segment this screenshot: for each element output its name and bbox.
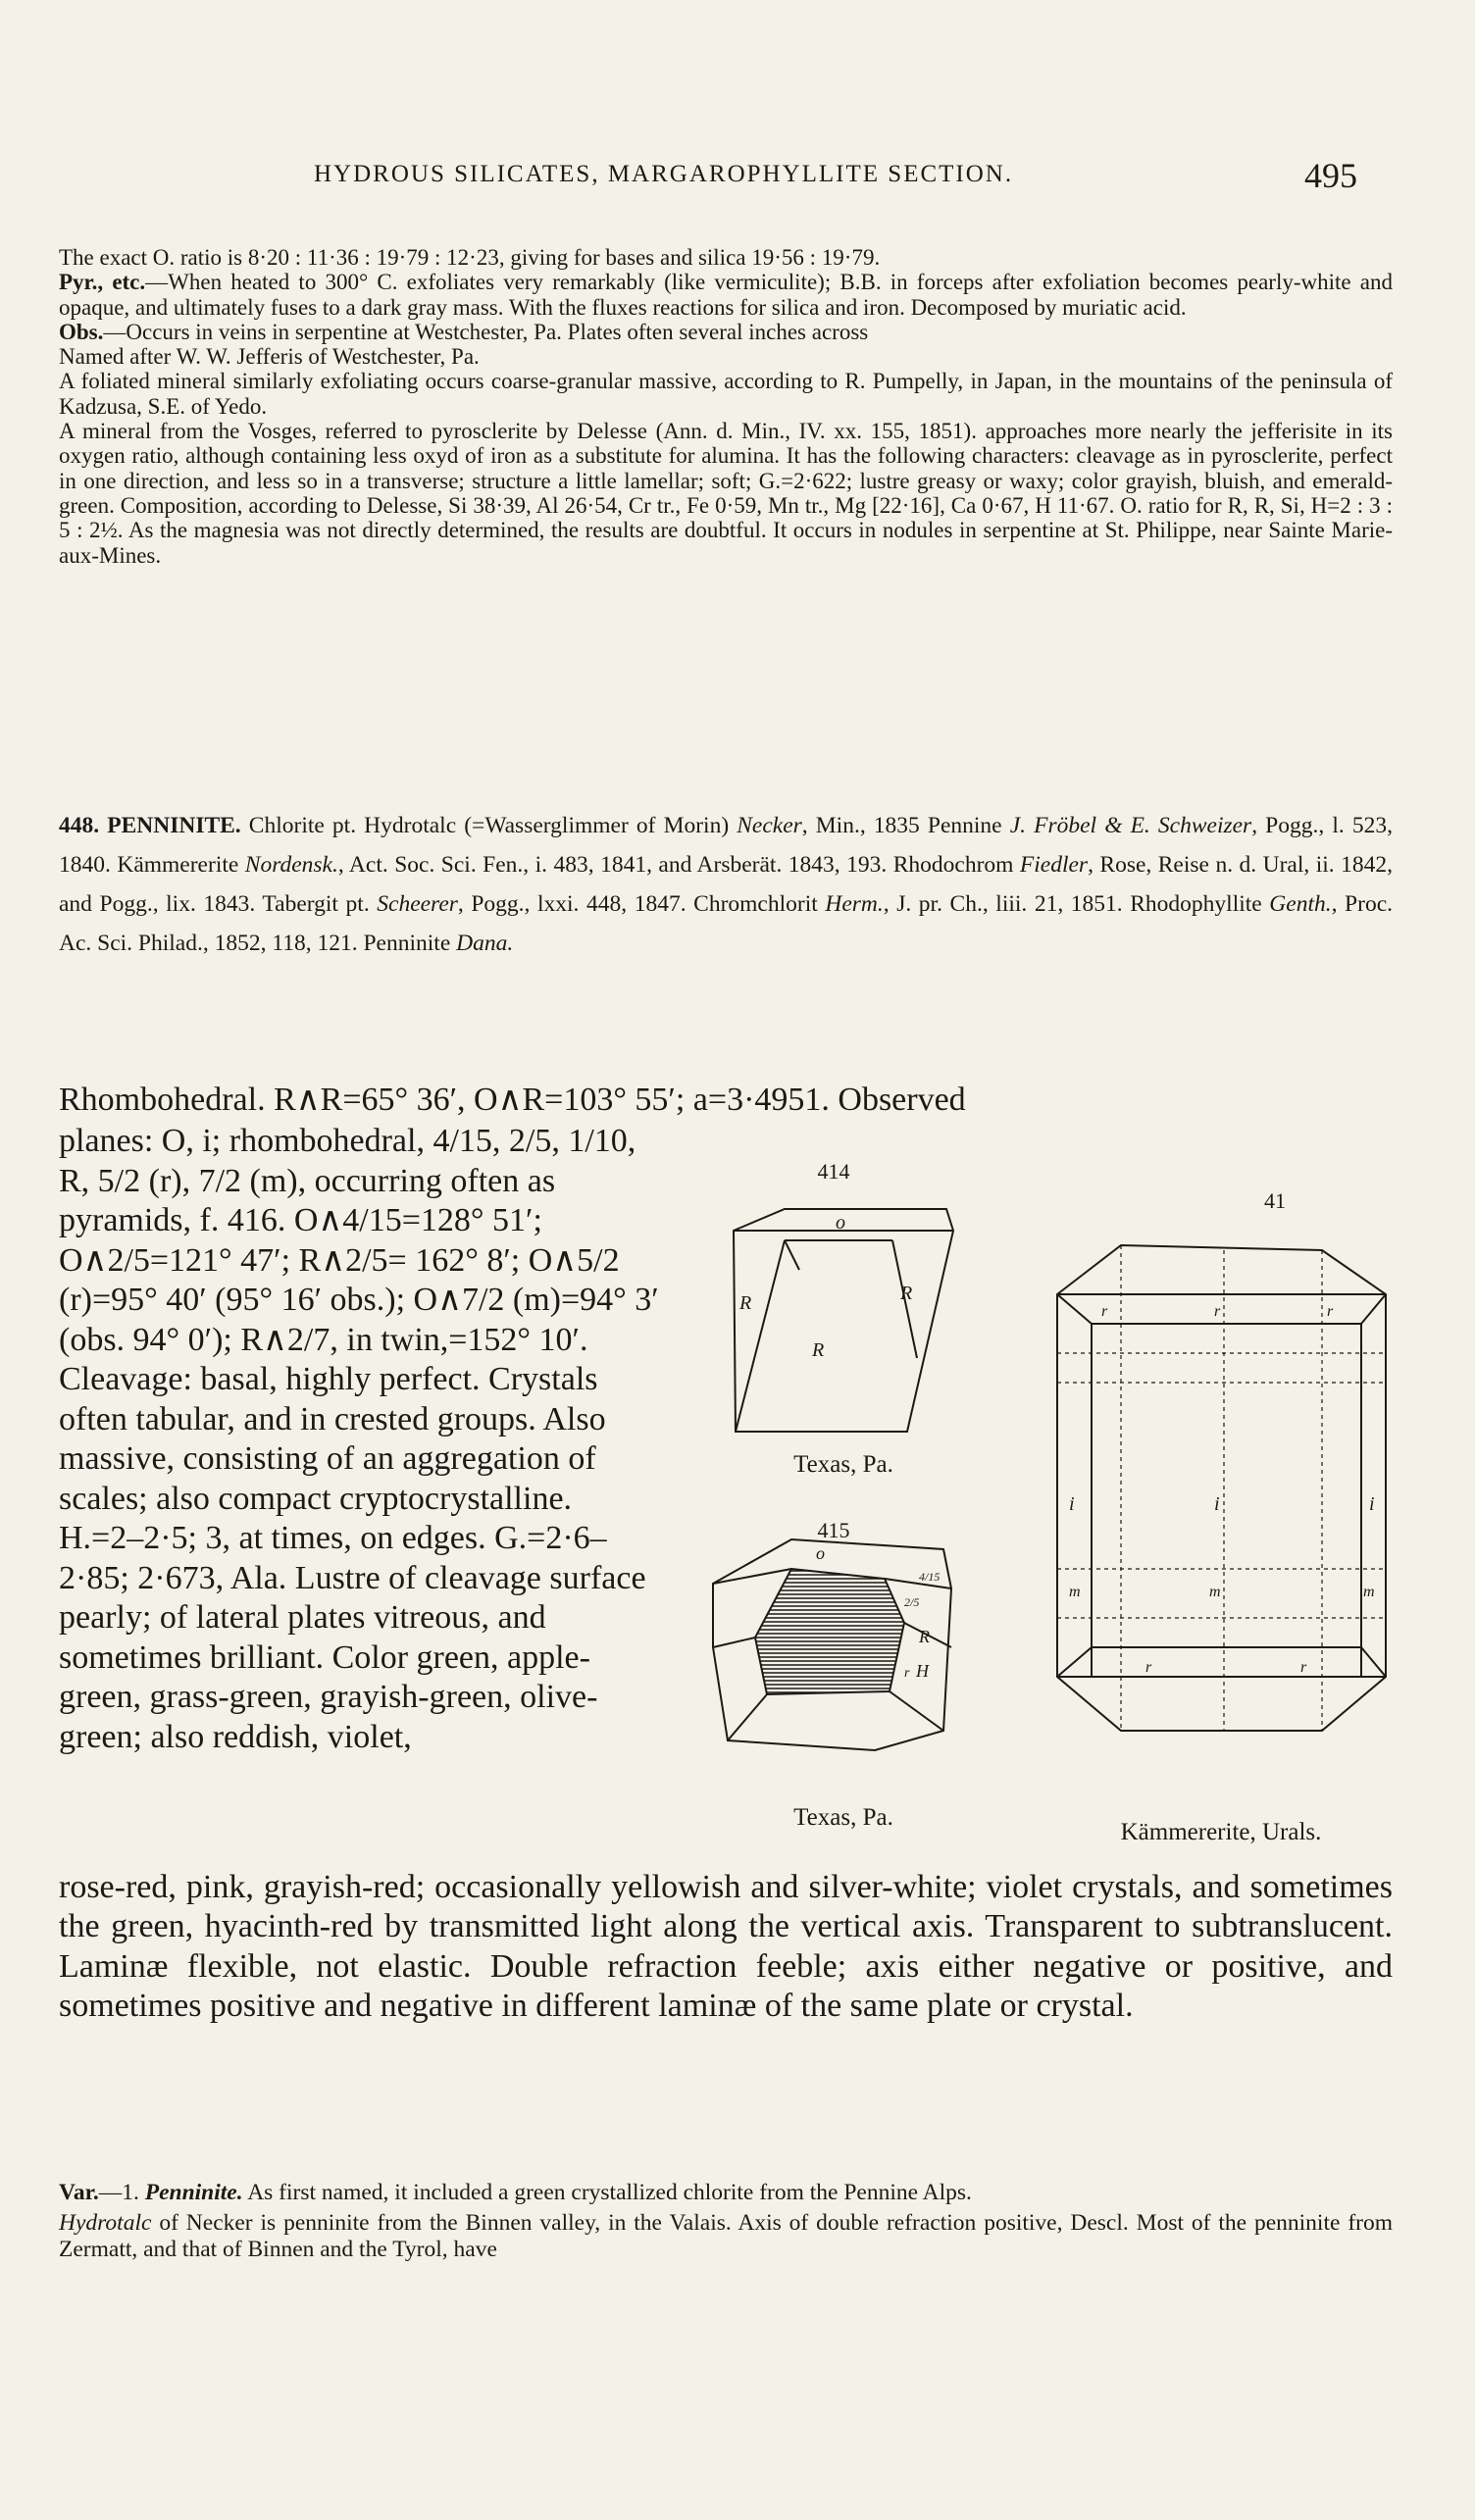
syn-author-genth: Genth. <box>1269 891 1332 917</box>
figure-414-caption: Texas, Pa. <box>793 1451 893 1478</box>
fig416-label-i3: i <box>1369 1493 1375 1515</box>
fig415-label-o: o <box>816 1543 825 1563</box>
syn-text-7: , J. pr. Ch., liii. 21, 1851. Rhodophyllite <box>883 891 1270 917</box>
var-text-penninite: As first named, it included a green crystallized chlorite from the Pennine Alps. <box>242 2180 972 2205</box>
syn-author-fiedler: Fiedler <box>1019 852 1089 878</box>
varieties-block <box>59 2180 1393 2267</box>
obs-text: —Occurs in veins in serpentine at Westchester, Pa. Plates often several inches across <box>103 319 869 344</box>
description-continued <box>59 1868 1393 2026</box>
description-color-text: rose-red, pink, grayish-red; occasionally yellowish and silver-white; violet crystals, and sometimes the green, hyacinth-red by transmitted light along the vertical axis. Transparent to subtranslucent. Laminæ flexible, not elastic. Double refraction feeble; axis either negative or positive, and sometimes positive and negative in different laminæ of the same plate or crystal. <box>59 1869 1393 2024</box>
syn-text-5: , Rose, Reise n. d. Ural, ii. 1842, and Pogg., lix. 1843. Tabergit pt. <box>59 852 1393 917</box>
fig414-left-edge <box>736 1240 785 1432</box>
pyr-label: Pyr., etc. <box>59 270 146 295</box>
figure-415-number: 415 <box>817 1518 850 1542</box>
fig414-label-r2: R <box>900 1283 913 1304</box>
syn-author-necker: Necker <box>737 813 802 838</box>
syn-text-2: , Min., 1835 Pennine <box>801 813 1010 838</box>
fig414-outline <box>734 1209 953 1432</box>
fig416-label-r5: r <box>1300 1659 1307 1676</box>
variety-hydrotalc <box>59 2210 1393 2263</box>
synonymy-block <box>59 806 1393 963</box>
vosges-paragraph: A mineral from the Vosges, referred to pyrosclerite by Delesse (Ann. d. Min., IV. xx. 155, 1851). approaches more nearly the jefferisite in its oxygen ratio, although containing less oxyd of iron as a substitute for alumina. It has the following characters: cleavage as in pyrosclerite, perfect in one direction, and less so in a transverse; structure a little lamellar; soft; G.=2·622; lustre greasy or waxy; color grayish, bluish, and emerald-green. Composition, according to Delesse, Si 38·39, Al 26·54, Cr tr., Fe 0·59, Mn tr., Mg [22·16], Ca 0·67, H 11·67. O. ratio for R, R, Si, H=2 : 3 : 5 : 2½. As the magnesia was not directly determined, the results are doubtful. It occurs in nodules in serpentine at St. Philippe, near Sainte Marie-aux-Mines. <box>59 419 1393 568</box>
foliated-paragraph: A foliated mineral similarly exfoliating occurs coarse-granular massive, according to R. Pumpelly, in Japan, in the mountains of the peninsula of Kadzusa, S.E. of Yedo. <box>59 369 1393 419</box>
figure-415-caption: Texas, Pa. <box>793 1804 893 1831</box>
fig416-label-r3: r <box>1327 1303 1334 1320</box>
syn-text-3: , Pogg., l. 523, 1840. Kämmererite <box>59 813 1393 878</box>
figure-416-number: 41 <box>1264 1188 1286 1213</box>
syn-text-8: , Proc. Ac. Sci. Philad., 1852, 118, 121. Penninite <box>59 891 1394 956</box>
fig414-label-r1: R <box>739 1292 752 1314</box>
fig415-label-4-15: 4/15 <box>919 1570 941 1584</box>
fig416-edge-tl <box>1057 1294 1092 1324</box>
figure-414-drawing <box>726 1201 961 1436</box>
syn-text-6: , Pogg., lxxi. 448, 1847. Chromchlorit <box>457 891 826 917</box>
fig415-label-r: R <box>919 1627 930 1646</box>
figure-414 <box>726 1201 961 1436</box>
syn-author-herm: Herm. <box>825 891 884 917</box>
description-hardness: H.=2–2·5; 3, at times, on edges. G.=2·6–2·85; 2·673, Ala. Lustre of cleavage surface pearly; of lateral plates vitreous, and sometimes brilliant. Color green, apple-green, grass-green, grayish-green, olive-green; also reddish, violet, <box>59 1520 646 1755</box>
fig415-edge-6 <box>713 1638 755 1647</box>
description-first-line: Rhombohedral. R∧R=65° 36′, O∧R=103° 55′; a=3·4951. Observed <box>59 1082 966 1118</box>
syn-author-scheerer: Scheerer <box>377 891 458 917</box>
fig414-face-edge <box>785 1240 799 1270</box>
syn-author-frobel: J. Fröbel & E. Schweizer <box>1009 813 1252 838</box>
fig414-label-r3: R <box>812 1339 825 1361</box>
syn-text-1: Chlorite pt. Hydrotalc (=Wasserglimmer of Morin) <box>240 813 738 838</box>
pyr-paragraph <box>59 270 1393 320</box>
species-heading: 448. PENNINITE. <box>59 813 241 838</box>
syn-text-4: , Act. Soc. Sci. Fen., i. 483, 1841, and Arsberät. 1843, 193. Rhodochrom <box>337 852 1020 878</box>
fig416-label-r1: r <box>1101 1303 1108 1320</box>
fig415-edge-2 <box>885 1579 951 1588</box>
obs-paragraph <box>59 320 1393 344</box>
figure-414-number: 414 <box>817 1159 850 1184</box>
var-name-penninite: Penninite. <box>144 2180 243 2205</box>
named-after: Named after W. W. Jefferis of Westchester, Pa. <box>59 344 480 370</box>
fig416-label-m1: m <box>1069 1584 1081 1600</box>
figure-416-caption: Kämmererite, Urals. <box>1120 1819 1322 1845</box>
fig415-edge-5 <box>728 1694 767 1740</box>
description-planes: planes: O, i; rhombohedral, 4/15, 2/5, 1/10, R, 5/2 (r), 7/2 (m), occurring often as pyramids, f. 416. O∧4/15=128° 51′; O∧2/5=121° 47′; R∧2/5= 162° 8′; O∧5/2 (r)=95° 40′ (95° 16′ obs.); O∧7/2 (m)=94° 3′ (obs. 94° 0′); R∧2/7, in twin,=152° 10′. Cleavage: basal, highly perfect. Crystals often tabular, and in crested groups. Also massive, consisting of an aggregation of scales; also compact cryptocrystalline. <box>59 1123 659 1517</box>
fig415-label-2-5: 2/5 <box>904 1595 920 1609</box>
figure-416-drawing <box>1047 1226 1391 1785</box>
ratio-line: The exact O. ratio is 8·20 : 11·36 : 19·79 : 12·23, giving for bases and silica 19·56 : 19·79. <box>59 245 881 270</box>
page-number: 495 <box>1304 156 1357 195</box>
fig416-label-m2: m <box>1209 1584 1221 1600</box>
fig415-edge-4 <box>890 1691 943 1731</box>
fig416-label-m3: m <box>1363 1584 1375 1600</box>
var-name-hydrotalc: Hydrotalc <box>59 2210 152 2236</box>
top-text-block <box>59 245 1393 568</box>
var-intro: —1. <box>98 2180 145 2205</box>
fig416-edge-bl <box>1057 1647 1092 1677</box>
fig415-hatched-face <box>755 1569 904 1694</box>
description-column <box>59 1122 667 1757</box>
figure-415-drawing <box>708 1530 963 1755</box>
fig416-edge-br <box>1361 1647 1386 1677</box>
figure-415 <box>708 1530 963 1755</box>
running-title: HYDROUS SILICATES, MARGAROPHYLLITE SECTION. <box>314 161 1014 187</box>
var-text-hydrotalc: of Necker is penninite from the Binnen valley, in the Valais. Axis of double refraction positive, Descl. Most of the penninite from Zermatt, and that of Binnen and the Tyrol, have <box>59 2210 1393 2262</box>
fig416-label-i1: i <box>1069 1493 1075 1515</box>
fig416-edge-tr <box>1361 1294 1386 1324</box>
fig416-label-i2: i <box>1214 1493 1220 1515</box>
variety-penninite <box>59 2180 1393 2206</box>
obs-label: Obs. <box>59 319 104 344</box>
figure-416 <box>1047 1226 1391 1785</box>
fig414-label-o: o <box>836 1212 845 1234</box>
fig415-label-r-small: r <box>904 1666 910 1681</box>
fig416-label-r4: r <box>1145 1659 1152 1676</box>
synonymy-paragraph <box>59 806 1393 963</box>
syn-author-dana: Dana. <box>456 931 514 956</box>
fig415-label-h: H <box>916 1661 929 1681</box>
pyr-text: —When heated to 300° C. exfoliates very remarkably (like vermiculite); B.B. in forceps after exfoliation becomes pearly-white and opaque, and ultimately fuses to a dark gray mass. With the fluxes reactions for silica and iron. Decomposed by muriatic acid. <box>59 270 1393 320</box>
syn-author-nordensk: Nordensk. <box>244 852 338 878</box>
fig416-label-r2: r <box>1214 1303 1221 1320</box>
var-label: Var. <box>59 2180 99 2205</box>
